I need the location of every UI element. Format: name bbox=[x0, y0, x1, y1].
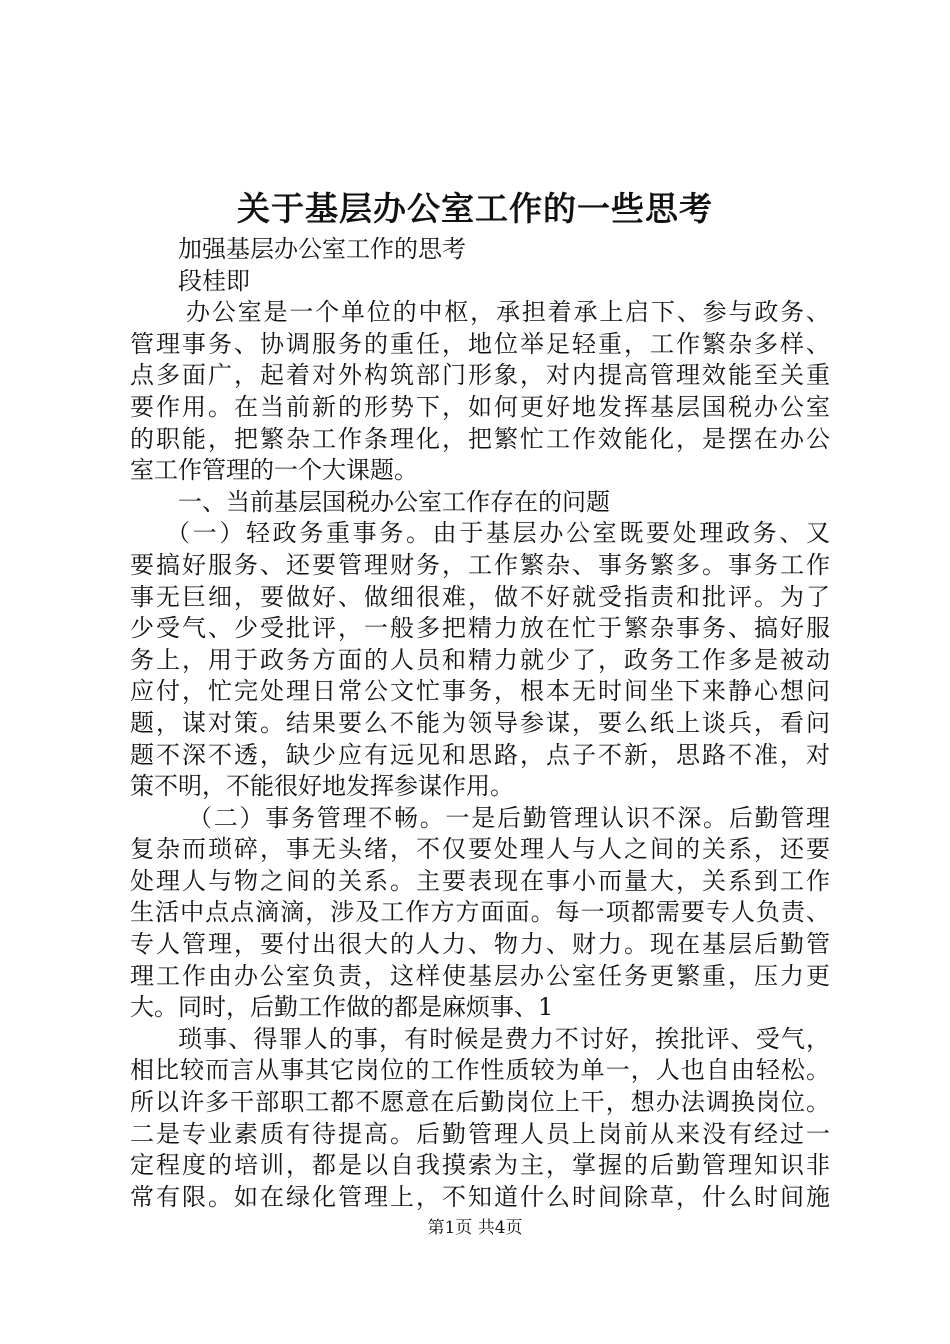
text-line: 理工作由办公室负责，这样使基层办公室任务更繁重，压力更 bbox=[130, 961, 830, 990]
document-body bbox=[130, 234, 830, 1213]
author-line: 段桂即 bbox=[178, 266, 250, 295]
section-heading: 一、当前基层国税办公室工作存在的问题 bbox=[178, 487, 610, 516]
text-line: 应付，忙完处理日常公文忙事务，根本无时间坐下来静心想问 bbox=[130, 677, 830, 706]
text-line: 事无巨细，要做好、做细很难，做不好就受指责和批评。为了 bbox=[130, 582, 830, 611]
text-line: 所以许多干部职工都不愿意在后勤岗位上干，想办法调换岗位。 bbox=[130, 1088, 830, 1117]
text-line: 处理人与物之间的关系。主要表现在事小而量大，关系到工作 bbox=[130, 866, 830, 895]
text-line: 琐事、得罪人的事，有时候是费力不讨好，挨批评、受气， bbox=[178, 1024, 830, 1053]
page-number-footer: 第1页 共4页 bbox=[427, 1218, 523, 1238]
text-line: 定程度的培训，都是以自我摸索为主，掌握的后勤管理知识非 bbox=[130, 1151, 830, 1180]
text-line: 管理事务、协调服务的重任，地位举足轻重，工作繁杂多样、 bbox=[130, 329, 830, 358]
text-line: 复杂而琐碎，事无头绪，不仅要处理人与人之间的关系，还要 bbox=[130, 835, 830, 864]
text-line: 生活中点点滴滴，涉及工作方方面面。每一项都需要专人负责、 bbox=[130, 898, 830, 927]
text-line: 要搞好服务、还要管理财务，工作繁杂、事务繁多。事务工作 bbox=[130, 550, 830, 579]
text-line: 题，谋对策。结果要么不能为领导参谋，要么纸上谈兵，看问 bbox=[130, 708, 830, 737]
text-line: 点多面广，起着对外构筑部门形象，对内提高管理效能至关重 bbox=[130, 361, 830, 390]
text-line: 要作用。在当前新的形势下，如何更好地发挥基层国税办公室 bbox=[130, 392, 830, 421]
text-line: 室工作管理的一个大课题。 bbox=[130, 456, 418, 485]
text-line: 二是专业素质有待提高。后勤管理人员上岗前从来没有经过一 bbox=[130, 1119, 830, 1148]
text-line: 题不深不透，缺少应有远见和思路，点子不新，思路不准，对 bbox=[130, 740, 830, 769]
subtitle-line: 加强基层办公室工作的思考 bbox=[178, 235, 466, 263]
text-line: 相比较而言从事其它岗位的工作性质较为单一，人也自由轻松。 bbox=[130, 1056, 830, 1085]
text-line: 策不明，不能很好地发挥参谋作用。 bbox=[130, 772, 514, 801]
text-line: 专人管理，要付出很大的人力、物力、财力。现在基层后勤管 bbox=[130, 930, 830, 959]
text-line: 办公室是一个单位的中枢，承担着承上启下、参与政务、 bbox=[186, 298, 830, 327]
text-line: 大。同时，后勤工作做的都是麻烦事、1 bbox=[130, 993, 554, 1022]
text-line: 务上，用于政务方面的人员和精力就少了，政务工作多是被动 bbox=[130, 645, 830, 674]
text-line: （一）轻政务重事务。由于基层办公室既要处理政务、又 bbox=[166, 519, 830, 548]
text-line: 常有限。如在绿化管理上，不知道什么时间除草，什么时间施 bbox=[130, 1182, 830, 1211]
text-line: 的职能，把繁杂工作条理化，把繁忙工作效能化，是摆在办公 bbox=[130, 424, 830, 453]
text-line: 少受气、少受批评，一般多把精力放在忙于繁杂事务、搞好服 bbox=[130, 614, 830, 643]
text-line: （二）事务管理不畅。一是后勤管理认识不深。后勤管理 bbox=[188, 803, 830, 832]
document-title: 关于基层办公室工作的一些思考 bbox=[237, 189, 713, 228]
